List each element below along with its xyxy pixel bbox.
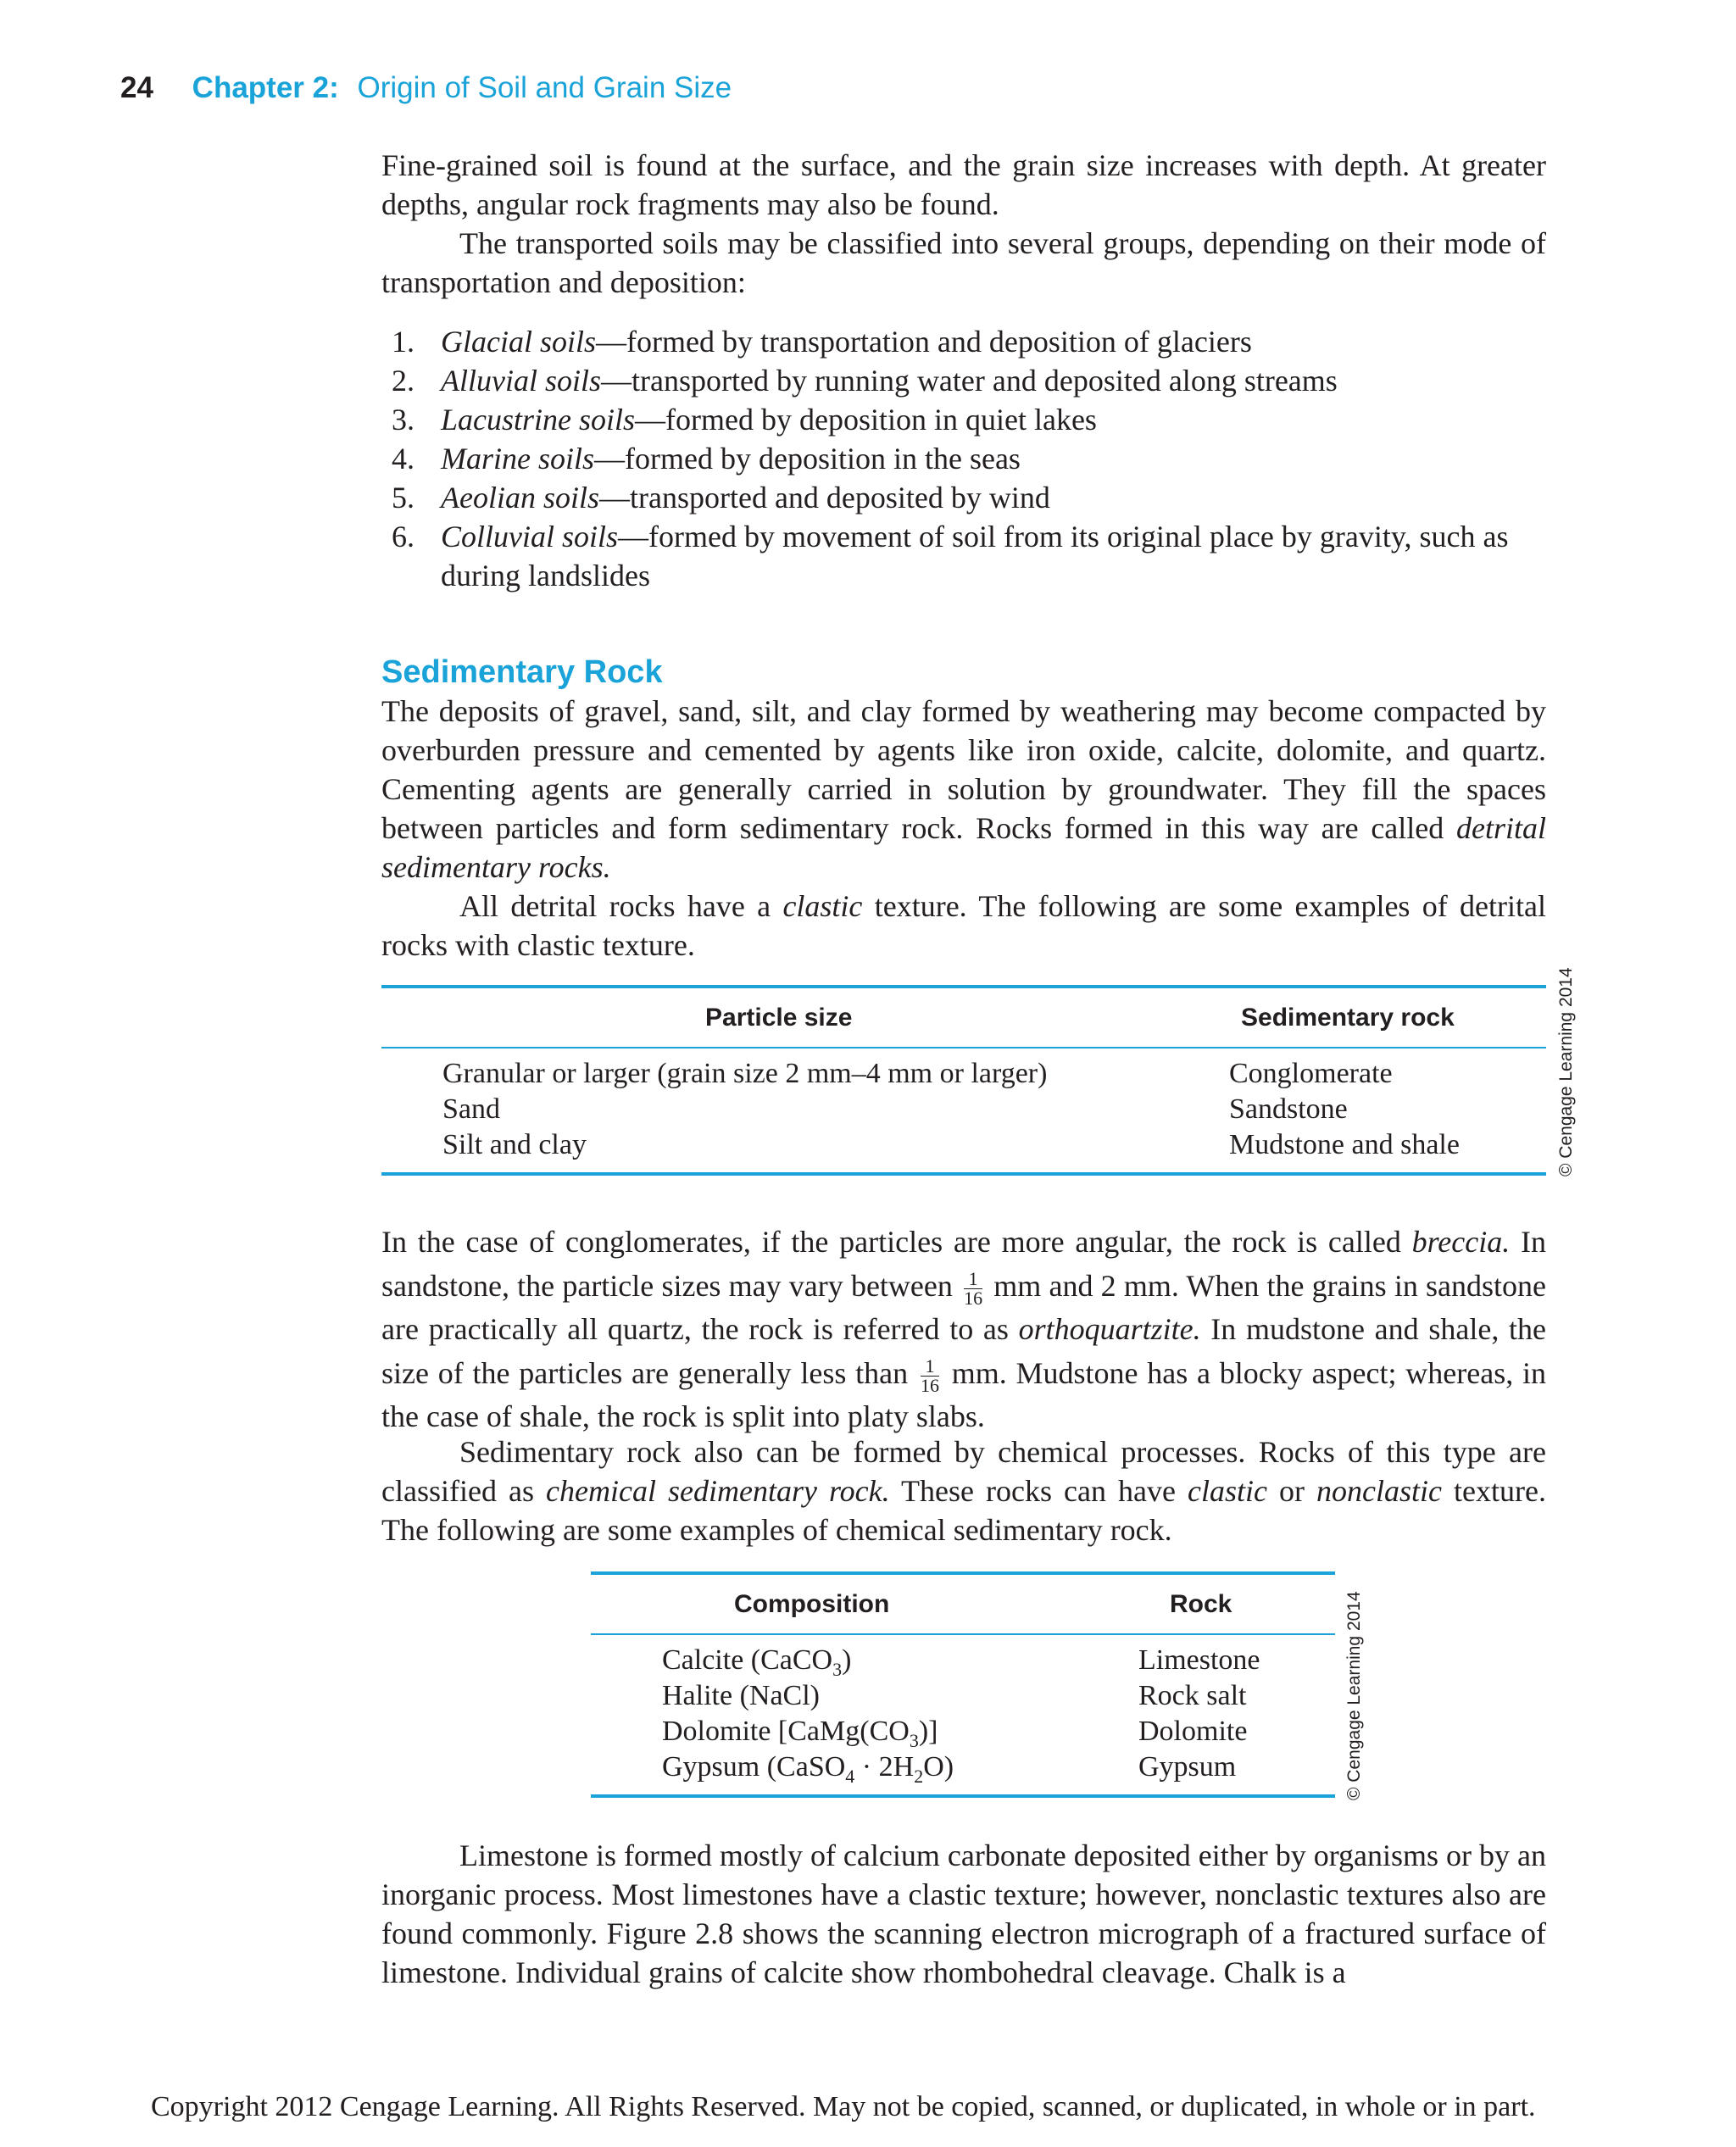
p4-c: or bbox=[1266, 1474, 1317, 1508]
table-cell: Limestone bbox=[1138, 1644, 1260, 1676]
list-desc: —formed by deposition in the seas bbox=[594, 442, 1021, 476]
page-number: 24 bbox=[120, 71, 153, 104]
running-header bbox=[120, 71, 732, 105]
list-desc: —formed by movement of soil from its original place by gravity, such as during landslides bbox=[441, 520, 1509, 592]
p3-a: In the case of conglomerates, if the particles are more angular, the rock is called bbox=[381, 1225, 1412, 1259]
table-cell: Dolomite $[CaMg(CO_3)]$ bbox=[662, 1716, 938, 1751]
list-item bbox=[392, 478, 1546, 517]
table2-header-rock: Rock bbox=[1170, 1590, 1232, 1618]
p4-b: These rocks can have bbox=[889, 1474, 1188, 1508]
sed-p2-a: All detrital rocks have a bbox=[459, 889, 783, 923]
p3-ortho: orthoquartzite. bbox=[1018, 1312, 1201, 1346]
table1-bottom-rule bbox=[381, 1172, 1546, 1176]
list-term: Lacustrine soils bbox=[441, 403, 636, 437]
list-number: 2. bbox=[392, 364, 415, 398]
chapter-title: Origin of Soil and Grain Size bbox=[357, 71, 732, 104]
list-number: 6. bbox=[392, 520, 415, 553]
table-cell: Gypsum bbox=[1138, 1751, 1237, 1783]
list-desc: —formed by deposition in quiet lakes bbox=[635, 403, 1097, 437]
table-cell: Sand bbox=[442, 1093, 500, 1125]
frac-denominator: 16 bbox=[920, 1374, 939, 1396]
sedimentary-paragraph-1 bbox=[381, 692, 1546, 887]
p3-breccia: breccia. bbox=[1411, 1225, 1511, 1259]
copyright-footer: Copyright 2012 Cengage Learning. All Rights Reserved. May not be copied, scanned, or duplicated, in whole or in part. bbox=[151, 2091, 1536, 2122]
list-term: Aeolian soils bbox=[441, 481, 599, 515]
table-cell: Dolomite bbox=[1138, 1716, 1248, 1747]
soil-types-list bbox=[392, 322, 1546, 595]
frac-numerator: 1 bbox=[964, 1270, 982, 1289]
p4-a: Sedimentary rock also can be formed by chemical processes. Rocks of this type are classified as bbox=[381, 1435, 1546, 1508]
table1-header-particle-size: Particle size bbox=[705, 1004, 853, 1032]
table-cell: Sandstone bbox=[1229, 1093, 1348, 1125]
sed-p1-italic: detrital sedimentary rocks. bbox=[381, 811, 1546, 884]
frac-numerator: 1 bbox=[921, 1357, 939, 1377]
fraction-one-sixteenth bbox=[920, 1354, 939, 1396]
table2-bottom-rule bbox=[591, 1794, 1335, 1798]
table-cell: Rock salt bbox=[1138, 1680, 1247, 1711]
intro-paragraph-2 bbox=[381, 224, 1546, 302]
table1-header-sedimentary-rock: Sedimentary rock bbox=[1241, 1004, 1455, 1032]
p5-text: Limestone is formed mostly of calcium carbonate deposited either by organisms or by an inorganic process. Most limestones have a clastic texture; however, nonclastic textures also are found commonly. Figure 2.8 shows the scanning electron micrograph of a fractured surface of limestone. Individual grains of calcite show rhombohedral cleavage. Chalk is a bbox=[381, 1838, 1547, 1989]
sed-p2-italic: clastic bbox=[782, 889, 863, 923]
p4-d: texture. The following are some examples of chemical sedimentary rock. bbox=[381, 1474, 1546, 1547]
list-term: Marine soils bbox=[441, 442, 595, 476]
list-item bbox=[392, 400, 1546, 439]
list-term: Glacial soils bbox=[441, 325, 597, 359]
sedimentary-paragraph-2 bbox=[381, 887, 1546, 965]
table2-header-rule bbox=[591, 1633, 1335, 1635]
table1-top-rule bbox=[381, 985, 1546, 988]
list-number: 1. bbox=[392, 325, 415, 359]
fraction-one-sixteenth bbox=[964, 1267, 983, 1309]
table-cell: Halite (NaCl) bbox=[662, 1680, 820, 1711]
chapter-label: Chapter 2: bbox=[192, 71, 339, 104]
list-number: 3. bbox=[392, 403, 415, 437]
sed-p2-b: texture. The following are some examples of detrital rocks with clastic texture. bbox=[381, 889, 1546, 962]
frac-denominator: 16 bbox=[964, 1287, 983, 1309]
table-cell: Conglomerate bbox=[1229, 1058, 1393, 1089]
list-desc: —transported and deposited by wind bbox=[599, 481, 1050, 515]
list-number: 4. bbox=[392, 442, 415, 476]
list-number: 5. bbox=[392, 481, 415, 515]
list-desc: —formed by transportation and deposition of glaciers bbox=[596, 325, 1252, 359]
list-item bbox=[392, 517, 1546, 595]
p4-i3: nonclastic bbox=[1316, 1474, 1443, 1508]
table2-header-composition: Composition bbox=[734, 1590, 890, 1618]
table2-top-rule bbox=[591, 1571, 1335, 1575]
table-cell: Granular or larger (grain size 2 mm–4 mm or larger) bbox=[442, 1058, 1048, 1089]
list-item bbox=[392, 361, 1546, 400]
list-desc: —transported by running water and deposited along streams bbox=[601, 364, 1338, 398]
intro-p1-text: Fine-grained soil is found at the surface, and the grain size increases with depth. At greater depths, angular rock fragments may also be found. bbox=[381, 148, 1546, 221]
conglomerate-paragraph bbox=[381, 1221, 1546, 1439]
table1-header-rule bbox=[381, 1047, 1546, 1048]
table-cell: Mudstone and shale bbox=[1229, 1129, 1460, 1160]
table2-credit: © Cengage Learning 2014 bbox=[1344, 1591, 1364, 1800]
p3-c: mm and 2 mm. When the grains in sandstone are practically all quartz, the rock is referred to as bbox=[381, 1268, 1547, 1346]
list-term: Alluvial soils bbox=[441, 364, 601, 398]
intro-p2-text: The transported soils may be classified into several groups, depending on their mode of transportation and deposition: bbox=[381, 226, 1546, 299]
table1-credit: © Cengage Learning 2014 bbox=[1556, 967, 1576, 1176]
sed-p1-text: The deposits of gravel, sand, silt, and clay formed by weathering may become compacted by overburden pressure and cemented by agents like iron oxide, calcite, dolomite, and quartz. Cementing agents are generally carried in solution by groundwater. They fill the spaces between particles and form sedimentary rock. Rocks formed in this way are called bbox=[381, 694, 1546, 845]
p4-i2: clastic bbox=[1187, 1474, 1267, 1508]
p3-b: In sandstone, the particle sizes may vary between bbox=[381, 1225, 1546, 1303]
p3-d: In mudstone and shale, the size of the particles are generally less than bbox=[381, 1312, 1546, 1390]
list-term: Colluvial soils bbox=[441, 520, 619, 553]
table-cell: Silt and clay bbox=[442, 1129, 587, 1160]
chemical-rock-paragraph bbox=[381, 1432, 1546, 1549]
p3-e: mm. Mudstone has a blocky aspect; whereas, in the case of shale, the rock is split into platy slabs. bbox=[381, 1355, 1546, 1433]
limestone-paragraph bbox=[381, 1836, 1546, 1992]
intro-paragraph-1 bbox=[381, 146, 1546, 224]
section-heading: Sedimentary Rock bbox=[381, 654, 663, 690]
table-cell: Gypsum (CaSO$_4$ · $2H_2O$) bbox=[662, 1751, 954, 1787]
list-item bbox=[392, 439, 1546, 478]
table-cell: Calcite (CaCO$_3$) bbox=[662, 1644, 852, 1680]
p4-i1: chemical sedimentary rock. bbox=[546, 1474, 890, 1508]
list-item bbox=[392, 322, 1546, 361]
